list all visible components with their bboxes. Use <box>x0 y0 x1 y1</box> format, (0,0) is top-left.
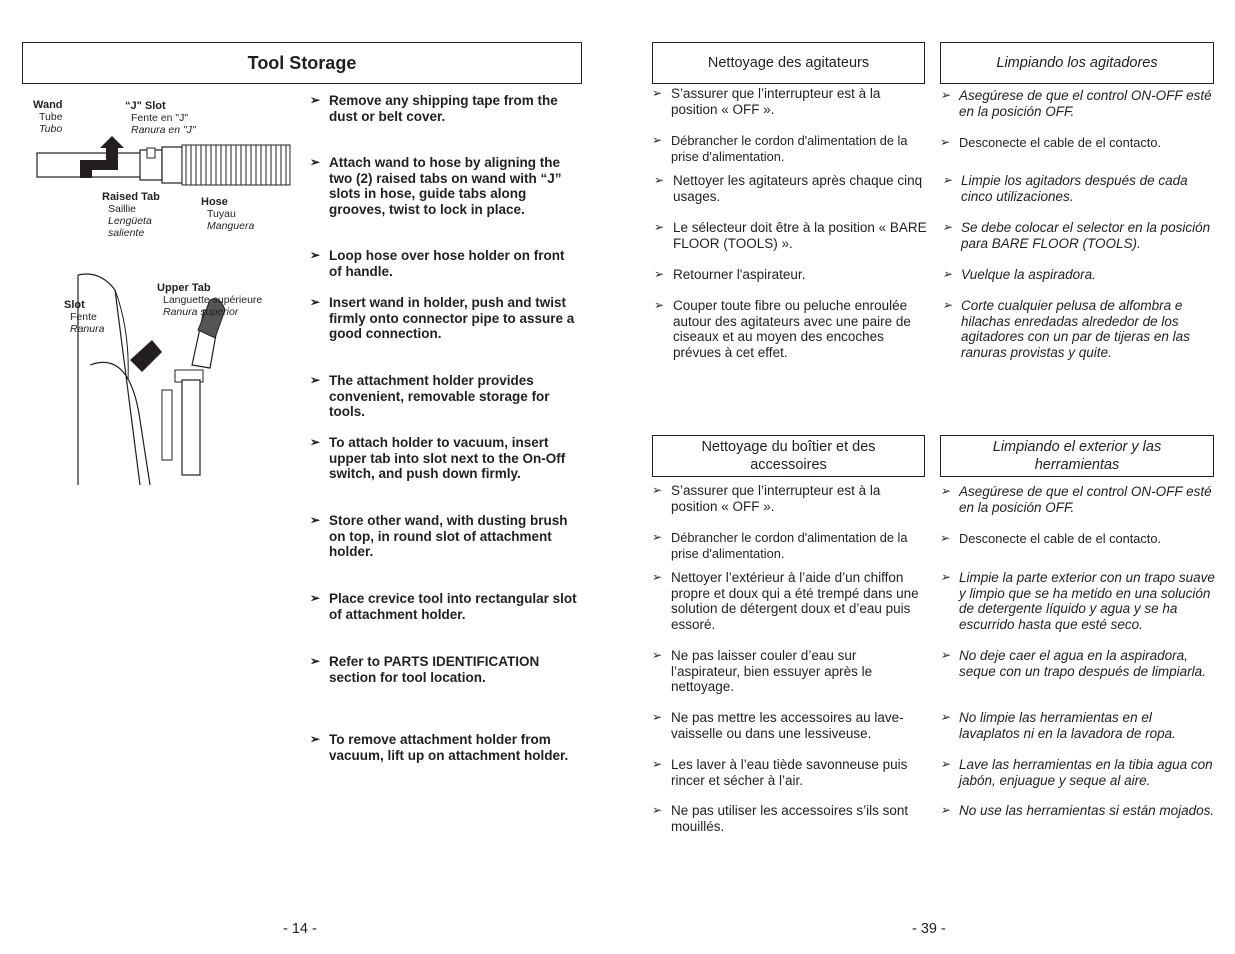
es-agitators-item: ➢ Limpie los agitadors después de cada cinco utilizaciones. <box>942 173 1188 204</box>
es-exterior-item: ➢ No use las herramientas si están mojados. <box>940 803 1215 818</box>
es-exterior-item: ➢ No deje caer el agua en la aspiradora, seque con un trapo después de limpiarla. <box>940 648 1206 679</box>
fr-agitators-item: ➢ Débrancher le cordon d'alimentation de la prise d'alimentation. <box>652 133 908 164</box>
es-agitators-item: ➢ Se debe colocar el selector en la posición para BARE FLOOR (TOOLS). <box>942 220 1211 251</box>
hose-label: Hose Tuyau Manguera <box>201 196 255 232</box>
es-agitators-item: ➢ Desconecte el cable de el contacto. <box>940 135 1162 150</box>
instruction-item: ➢ Loop hose over hose holder on front of handle. <box>310 248 565 279</box>
page-number-left: - 14 - <box>283 921 317 937</box>
instruction-item: ➢ Refer to PARTS IDENTIFICATION section for tool location. <box>310 654 540 685</box>
fr-exterior-item: ➢ Ne pas utiliser les accessoires s’ils sont mouillés. <box>652 803 909 834</box>
slot-label: Slot Fente Ranura <box>64 299 105 335</box>
es-agitators-item: ➢ Asegúrese de que el control ON-OFF esté en la posición OFF. <box>940 88 1212 119</box>
wand-label: Wand Tube Tubo <box>33 99 63 135</box>
es-exterior-header: Limpiando el exterior y las herramientas <box>940 435 1214 477</box>
fr-exterior-item: ➢ Les laver à l’eau tiède savonneuse puis rincer et sécher à l’air. <box>652 757 908 788</box>
instruction-item: ➢ To remove attachment holder from vacuum, lift up on attachment holder. <box>310 732 569 763</box>
fr-agitators-item: ➢ S’assurer que l’interrupteur est à la position « OFF ». <box>652 86 881 117</box>
fr-agitators-header: Nettoyage des agitateurs <box>652 42 925 84</box>
page-number-right: - 39 - <box>912 921 946 937</box>
fr-agitators-item: ➢ Le sélecteur doit être à la position « BARE FLOOR (TOOLS) ». <box>654 220 927 251</box>
instruction-item: ➢ Store other wand, with dusting brush on top, in round slot of attachment holder. <box>310 513 568 560</box>
fr-agitators-item: ➢ Nettoyer les agitateurs après chaque cinq usages. <box>654 173 923 204</box>
instruction-item: ➢ Attach wand to hose by aligning the two (2) raised tabs on wand with “J” slots in hose, guide tabs along grooves, twist to lock in place. <box>310 155 562 218</box>
es-agitators-header: Limpiando los agitadores <box>940 42 1214 84</box>
es-exterior-item: ➢ Asegúrese de que el control ON-OFF esté en la posición OFF. <box>940 484 1212 515</box>
instruction-item: ➢ To attach holder to vacuum, insert upper tab into slot next to the On-Off switch, and push down firmly. <box>310 435 566 482</box>
es-agitators-item: ➢ Corte cualquier pelusa de alfombra e hilachas enredadas alrededor de los agitadores con un par de tijeras en las ranuras provistas y quite. <box>942 298 1190 361</box>
es-exterior-item: ➢ Lave las herramientas en la tibia agua con jabón, enjuague y seque al aire. <box>940 757 1213 788</box>
fr-exterior-header: Nettoyage du boîtier et des accessoires <box>652 435 925 477</box>
upper-tab-label: Upper Tab Languette supérieure Ranura superior <box>157 282 263 318</box>
fr-exterior-item: ➢ Débrancher le cordon d'alimentation de la prise d'alimentation. <box>652 530 908 561</box>
fr-agitators-item: ➢ Retourner l'aspirateur. <box>654 267 806 282</box>
raised-tab-label: Raised Tab Saillie Lengüeta saliente <box>102 191 160 239</box>
instruction-item: ➢ Insert wand in holder, push and twist firmly onto connector pipe to assure a good connection. <box>310 295 575 342</box>
tool-storage-title-box <box>22 42 582 84</box>
wand-hose-diagram <box>30 130 320 200</box>
instruction-item: ➢ Remove any shipping tape from the dust or belt cover. <box>310 93 558 124</box>
fr-exterior-item: ➢ Ne pas mettre les accessoires au lave-vaisselle ou dans une lessiveuse. <box>652 710 904 741</box>
es-agitators-item: ➢ Vuelque la aspiradora. <box>942 267 1096 282</box>
page-title: Tool Storage <box>247 52 357 73</box>
fr-agitators-item: ➢ Couper toute fibre ou peluche enroulée autour des agitateurs avec une paire de ciseaux et au moyen des encoches prévues à cet effet. <box>654 298 911 361</box>
instruction-item: ➢ Place crevice tool into rectangular slot of attachment holder. <box>310 591 577 622</box>
es-exterior-item: ➢ No limpie las herramientas en el lavaplatos ni en la lavadora de ropa. <box>940 710 1176 741</box>
fr-exterior-item: ➢ Ne pas laisser couler d’eau sur l’aspirateur, bien essuyer après le nettoyage. <box>652 648 873 695</box>
instruction-item: ➢ The attachment holder provides convenient, removable storage for tools. <box>310 373 550 420</box>
fr-exterior-item: ➢ S’assurer que l’interrupteur est à la position « OFF ». <box>652 483 881 514</box>
es-exterior-item: ➢ Desconecte el cable de el contacto. <box>940 531 1162 546</box>
fr-exterior-item: ➢ Nettoyer l’extérieur à l’aide d’un chiffon propre et doux qui a été trempé dans une solution de détergent doux et d’eau puis essoré. <box>652 570 919 633</box>
j-slot-label: “J" Slot Fente en "J" Ranura en "J" <box>125 100 196 136</box>
es-exterior-item: ➢ Limpie la parte exterior con un trapo suave y limpio que se ha metido en una solución de detergente líquido y agua y se ha escurrido hasta que esté seco. <box>940 570 1215 633</box>
